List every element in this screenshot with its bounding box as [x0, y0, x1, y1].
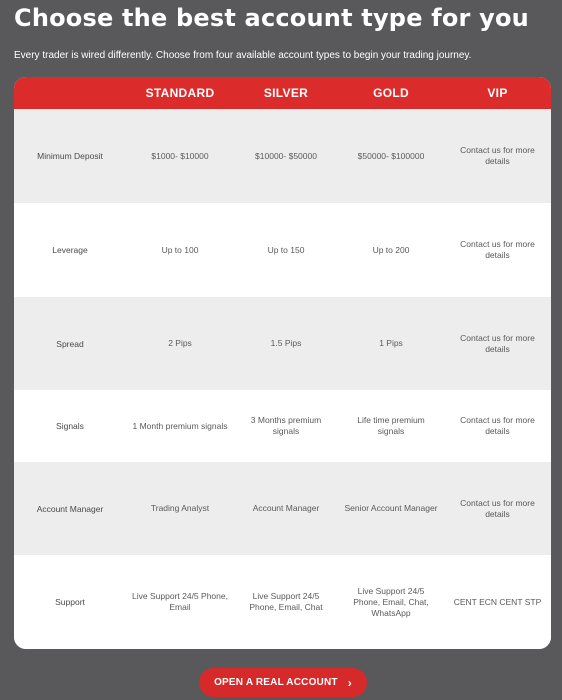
table-row-leverage: [14, 203, 551, 297]
vip-value: Contact us for more details: [460, 497, 535, 519]
open-real-account-button[interactable]: [199, 668, 367, 697]
open-account-label: OPEN A REAL ACCOUNT: [214, 677, 338, 688]
table-row-account-manager: [14, 462, 551, 555]
standard-value: $1000- $10000: [151, 150, 209, 161]
gold-value: Senior Account Manager: [344, 503, 438, 513]
row-label: Signals: [56, 421, 84, 431]
table-header-row: [14, 77, 551, 109]
vip-value: Contact us for more details: [460, 145, 535, 166]
gold-value: Live Support 24/5 Phone, Email, Chat, WhatsApp: [353, 585, 429, 618]
vip-value: Contact us for more details: [460, 239, 535, 260]
header-vip: VIP: [487, 86, 508, 100]
gold-value: $50000- $100000: [357, 150, 425, 161]
table-row-signals: [14, 390, 551, 462]
table-row-minimum-deposit: [14, 109, 551, 203]
gold-value: 1 Pips: [379, 338, 403, 348]
standard-value: Up to 100: [161, 244, 199, 255]
standard-value: Live Support 24/5 Phone, Email: [132, 591, 228, 612]
chevron-right-icon: ›: [347, 675, 352, 690]
header-silver: SILVER: [263, 86, 309, 100]
gold-value: Life time premium signals: [357, 415, 425, 436]
row-label: Spread: [56, 338, 84, 349]
silver-value: $10000- $50000: [255, 150, 317, 161]
silver-value: 3 Months premium signals: [250, 415, 322, 436]
row-label: Account Manager: [36, 503, 104, 514]
silver-value: Account Manager: [252, 503, 320, 513]
silver-value: Up to 150: [267, 244, 305, 255]
header-standard: STANDARD: [145, 86, 215, 100]
silver-value: Live Support 24/5 Phone, Email, Chat: [249, 591, 323, 612]
gold-value: Up to 200: [372, 244, 410, 255]
row-label: Support: [55, 597, 85, 607]
vip-value: Contact us for more details: [460, 332, 535, 354]
row-label: Minimum Deposit: [37, 151, 103, 161]
vip-value: CENT ECN CENT STP: [453, 596, 542, 607]
row-label: Leverage: [52, 245, 88, 255]
silver-value: 1.5 Pips: [270, 338, 302, 348]
table-row-support: [14, 555, 551, 649]
standard-value: 1 Month premium signals: [132, 420, 228, 431]
page-subtitle: Every trader is wired differently. Choose from four available account types to begin your trading journey.: [14, 50, 472, 61]
header-gold: GOLD: [373, 86, 409, 100]
standard-value: 2 Pips: [168, 338, 192, 348]
account-comparison-table: [14, 77, 551, 649]
header-empty-cell: [14, 77, 126, 109]
vip-value: Contact us for more details: [460, 415, 535, 436]
page-title: Choose the best account type for you: [14, 4, 529, 32]
table-row-spread: [14, 297, 551, 390]
standard-value: Trading Analyst: [150, 503, 210, 513]
